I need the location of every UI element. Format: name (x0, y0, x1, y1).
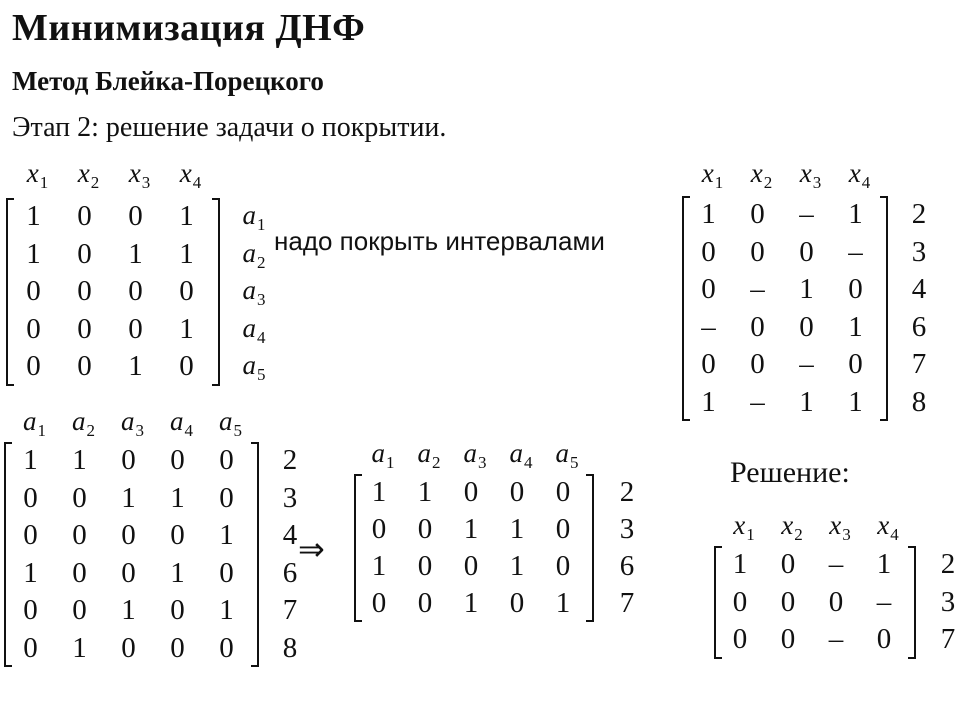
matrix-cell: 0 (732, 585, 748, 618)
matrix-cell: 0 (876, 623, 892, 655)
symbol-base: x (179, 158, 192, 188)
symbol-base: a (509, 438, 523, 468)
symbol-subscript: 3 (478, 453, 487, 472)
matrix-right-bracket (586, 474, 594, 622)
matrix-cell: 0 (701, 273, 716, 305)
symbol-subscript: 3 (257, 290, 266, 309)
row-label: 2 (911, 198, 927, 230)
symbol-base: x (750, 158, 763, 188)
matrix-cell: 0 (219, 556, 234, 589)
matrix-cell: 1 (128, 350, 143, 382)
symbol-base: x (733, 510, 746, 540)
column-header (10, 408, 59, 439)
symbol-base: a (23, 406, 37, 436)
matrix-cell: 0 (77, 350, 92, 382)
row-label (234, 312, 274, 347)
symbol-base: x (829, 510, 842, 540)
matrix-cell: 1 (72, 444, 87, 476)
row-label: 2 (940, 548, 956, 580)
row-label: 3 (282, 481, 298, 514)
symbol-base: a (242, 237, 256, 268)
matrix-cell: 1 (128, 237, 143, 270)
column-header (768, 512, 816, 543)
column-header (452, 440, 498, 471)
symbol-subscript: 5 (233, 421, 242, 440)
row-label: 3 (911, 235, 927, 268)
matrix-cell: – (828, 548, 844, 580)
column-header (720, 512, 768, 543)
row-label: 6 (619, 550, 635, 582)
column-header (157, 408, 206, 439)
matrix-cell: 0 (417, 513, 433, 545)
symbol-subscript: 3 (141, 173, 151, 192)
matrix-cell: 1 (23, 444, 38, 476)
matrix-cell: 0 (121, 631, 136, 664)
matrix-cell: – (750, 273, 765, 305)
symbol-subscript: 1 (39, 173, 49, 192)
matrix-cell: 1 (179, 312, 194, 345)
matrix-cell: 0 (463, 550, 479, 582)
symbol-base: a (242, 275, 256, 305)
matrix-cell: 1 (732, 548, 748, 580)
implies-arrow: ⇒ (298, 530, 325, 568)
symbol-subscript: 1 (37, 421, 46, 440)
row-label: 3 (619, 513, 635, 545)
row-label: 7 (940, 623, 956, 655)
matrix-right-bracket (212, 198, 220, 386)
symbol-subscript: 3 (812, 173, 822, 192)
matrix-cell: 1 (219, 594, 234, 626)
symbol-subscript: 2 (763, 173, 773, 192)
row-label (234, 277, 274, 308)
symbol-base: x (701, 158, 714, 188)
matrix-cell: 0 (128, 200, 143, 232)
matrix-cell: 0 (799, 235, 814, 268)
symbol-subscript: 1 (746, 525, 755, 544)
matrix-cell: 0 (77, 237, 92, 270)
column-header (688, 160, 737, 191)
matrix-cell: 1 (509, 513, 525, 545)
matrix-cell: 0 (77, 200, 92, 232)
row-label: 3 (940, 585, 956, 618)
column-header (360, 440, 406, 471)
row-label: 6 (911, 310, 927, 343)
matrix-cell: 0 (780, 548, 796, 580)
matrix-cell: 1 (876, 548, 892, 580)
column-header (498, 440, 544, 471)
matrix-cell: 0 (128, 312, 143, 345)
matrix-cell: 0 (179, 350, 194, 382)
matrix-cell: 1 (509, 550, 525, 582)
symbol-base: x (848, 158, 861, 188)
matrix-cell: 0 (701, 235, 716, 268)
matrix-cell: 0 (72, 519, 87, 551)
matrix-cell: 0 (23, 519, 38, 551)
row-label: 4 (911, 273, 927, 305)
matrix-cell: 0 (170, 594, 185, 626)
row-label: 2 (282, 444, 298, 476)
matrix-cell: 1 (219, 519, 234, 551)
matrix-cell: 1 (848, 385, 863, 418)
matrix-cell: 1 (179, 237, 194, 270)
matrix-cell: 0 (371, 587, 387, 619)
column-header (114, 160, 165, 191)
matrix-cell: 0 (26, 275, 41, 307)
symbol-base: a (121, 406, 135, 436)
symbol-subscript: 4 (184, 421, 193, 440)
row-label: 4 (282, 519, 298, 551)
matrix-cell: 0 (371, 513, 387, 545)
matrix-cell: 0 (750, 198, 765, 230)
matrix-cell: 0 (26, 350, 41, 382)
symbol-subscript: 2 (90, 173, 100, 192)
column-header (59, 408, 108, 439)
symbol-base: a (170, 406, 184, 436)
matrix-cell: 1 (463, 513, 479, 545)
matrix-cell: 0 (23, 631, 38, 664)
matrix-cell: 1 (23, 556, 38, 589)
matrix-cell: 0 (121, 556, 136, 589)
symbol-base: a (242, 312, 256, 343)
column-header (108, 408, 157, 439)
symbol-base: a (555, 438, 569, 468)
row-label: 7 (619, 587, 635, 619)
row-label: 7 (282, 594, 298, 626)
matrix-cell: 0 (732, 623, 748, 655)
symbol-base: x (877, 510, 890, 540)
matrix-cell: 1 (170, 481, 185, 514)
row-label (234, 352, 274, 383)
matrix-cell: 0 (121, 519, 136, 551)
column-header (406, 440, 452, 471)
matrix-cell: 0 (463, 476, 479, 508)
symbol-base: a (242, 200, 256, 230)
row-label: 8 (911, 385, 927, 418)
matrix-cell: 1 (72, 631, 87, 664)
matrix-right-bracket (908, 546, 916, 659)
matrix-cell: 0 (72, 481, 87, 514)
matrix-cell: 0 (128, 275, 143, 307)
column-header (786, 160, 835, 191)
matrix-cell: 0 (828, 585, 844, 618)
matrix-cell: 1 (371, 476, 387, 508)
page-title: Минимизация ДНФ (12, 7, 366, 49)
matrix-cell: 0 (23, 594, 38, 626)
matrix-cell: 1 (555, 587, 571, 619)
matrix-cell: 0 (170, 631, 185, 664)
matrix-cell: 0 (219, 444, 234, 476)
matrix-cell: 1 (799, 273, 814, 305)
matrix-cell: 1 (179, 200, 194, 232)
symbol-base: a (242, 350, 256, 380)
symbol-base: x (799, 158, 812, 188)
matrix-right-bracket (251, 442, 259, 667)
matrix-cell: 0 (219, 481, 234, 514)
symbol-subscript: 1 (386, 453, 395, 472)
column-header (165, 160, 216, 191)
matrix-cell: 0 (701, 348, 716, 380)
symbol-subscript: 2 (794, 525, 803, 544)
matrix-cell: – (701, 310, 716, 343)
row-label: 7 (911, 348, 927, 380)
matrix-cell: – (828, 623, 844, 655)
symbol-subscript: 5 (570, 453, 579, 472)
column-header (737, 160, 786, 191)
symbol-subscript: 5 (257, 365, 266, 384)
matrix-right-bracket (880, 196, 888, 421)
method-subtitle: Метод Блейка-Порецкого (12, 66, 324, 96)
symbol-subscript: 3 (135, 421, 144, 440)
symbol-subscript: 4 (890, 525, 899, 544)
matrix-cell: 1 (417, 476, 433, 508)
matrix-cell: 1 (799, 385, 814, 418)
row-label: 2 (619, 476, 635, 508)
solution-label: Решение: (730, 456, 850, 489)
symbol-base: a (417, 438, 431, 468)
column-header (835, 160, 884, 191)
matrix-cell: 0 (780, 585, 796, 618)
row-label: 6 (282, 556, 298, 589)
symbol-base: a (463, 438, 477, 468)
column-header (12, 160, 63, 191)
column-header (63, 160, 114, 191)
row-label: 8 (282, 631, 298, 664)
symbol-subscript: 2 (257, 252, 266, 272)
matrix-cell: 0 (23, 481, 38, 514)
column-header (544, 440, 590, 471)
matrix-cell: 1 (701, 385, 716, 418)
symbol-subscript: 4 (257, 327, 266, 347)
matrix-cell: 0 (219, 631, 234, 664)
matrix-cell: 0 (509, 476, 525, 508)
matrix-cell: 0 (170, 444, 185, 476)
matrix-cell: 0 (750, 348, 765, 380)
matrix-cell: 0 (72, 594, 87, 626)
symbol-base: x (781, 510, 794, 540)
symbol-subscript: 2 (432, 453, 441, 472)
matrix-cell: 0 (121, 444, 136, 476)
matrix-cell: 0 (780, 623, 796, 655)
symbol-base: a (219, 406, 233, 436)
matrix-cell: 1 (26, 237, 41, 270)
matrix-cell: 1 (701, 198, 716, 230)
matrix-cell: 0 (26, 312, 41, 345)
symbol-base: x (77, 158, 90, 188)
column-header (816, 512, 864, 543)
matrix-cell: – (799, 198, 814, 230)
matrix-cell: 1 (848, 198, 863, 230)
stage-description: Этап 2: решение задачи о покрытии. (12, 112, 447, 143)
column-header (864, 512, 912, 543)
symbol-base: x (26, 158, 39, 188)
matrix-cell: 0 (799, 310, 814, 343)
matrix-cell: 0 (848, 273, 863, 305)
symbol-subscript: 4 (524, 453, 533, 472)
symbol-subscript: 1 (257, 215, 266, 234)
matrix-cell: – (876, 585, 892, 618)
matrix-cell: 0 (72, 556, 87, 589)
matrix-cell: 0 (170, 519, 185, 551)
symbol-subscript: 2 (86, 421, 95, 440)
matrix-cell: 0 (750, 235, 765, 268)
matrix-cell: 0 (417, 550, 433, 582)
matrix-cell: 1 (848, 310, 863, 343)
symbol-subscript: 1 (714, 173, 724, 192)
matrix-cell: 1 (121, 481, 136, 514)
matrix-cell: 0 (750, 310, 765, 343)
matrix-cell: 1 (463, 587, 479, 619)
matrix-cell: 1 (170, 556, 185, 589)
matrix-cell: 0 (179, 275, 194, 307)
symbol-subscript: 4 (861, 173, 871, 192)
matrix-cell: 0 (77, 275, 92, 307)
matrix-cell: 0 (555, 513, 571, 545)
matrix-cell: 0 (417, 587, 433, 619)
column-header (206, 408, 255, 439)
matrix-cell: 1 (121, 594, 136, 626)
row-label (234, 237, 274, 272)
matrix-cell: 0 (509, 587, 525, 619)
matrix-cell: – (799, 348, 814, 380)
matrix-cell: 0 (77, 312, 92, 345)
cover-note: надо покрыть интервалами (274, 226, 605, 256)
matrix-cell: 1 (26, 200, 41, 232)
symbol-subscript: 4 (192, 173, 202, 192)
matrix-cell: – (750, 385, 765, 418)
symbol-base: a (72, 406, 86, 436)
matrix-cell: 0 (555, 476, 571, 508)
matrix-cell: 1 (371, 550, 387, 582)
row-label (234, 202, 274, 233)
symbol-base: x (128, 158, 141, 188)
symbol-base: a (371, 438, 385, 468)
matrix-cell: 0 (848, 348, 863, 380)
matrix-cell: – (848, 235, 863, 268)
matrix-cell: 0 (555, 550, 571, 582)
symbol-subscript: 3 (842, 525, 851, 544)
